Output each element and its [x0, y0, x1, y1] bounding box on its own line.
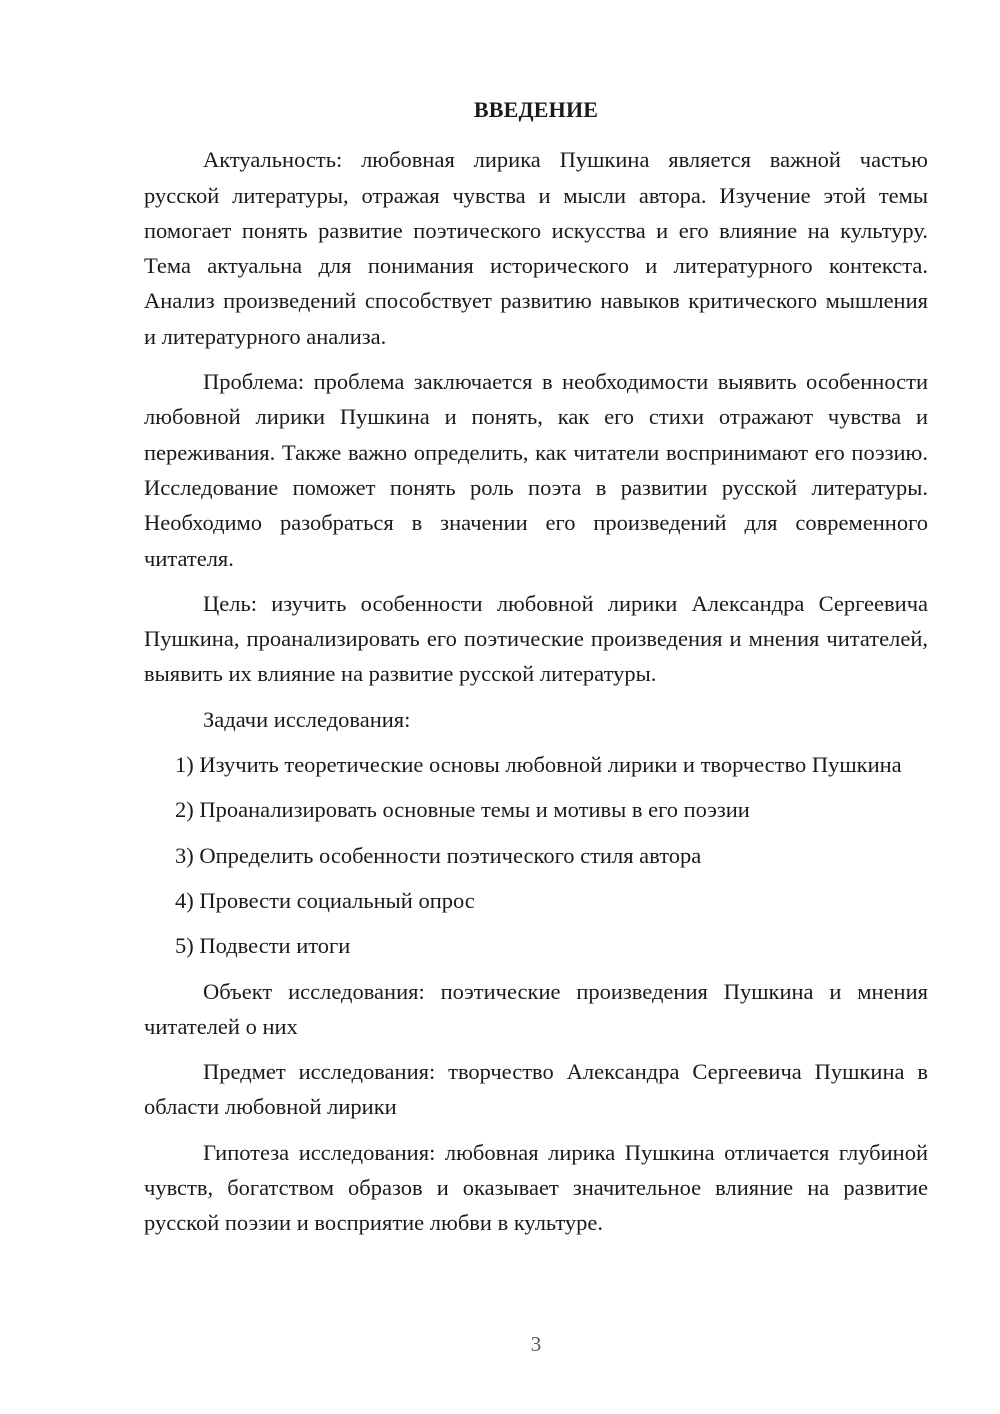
list-item: 1) Изучить теоретические основы любовной лирики и творчество Пушкина: [175, 752, 902, 778]
object-paragraph: Объект исследования: поэтические произведения Пушкина и мнения читателей о них: [144, 978, 928, 1039]
page-title: ВВЕДЕНИЕ: [473, 97, 599, 122]
hypothesis-paragraph: Гипотеза исследования: любовная лирика Пушкина отличается глубиной чувств, богатством образов и оказывает значительное влияние на развитие русской поэзии и восприятие любви в культуре.: [144, 1139, 928, 1236]
relevance-paragraph: Актуальность: любовная лирика Пушкина является важной частью русской литературы, отражая чувства и мысли автора. Изучение этой темы помогает понять развитие поэтического искусства и его влияние на культуру. Тема актуальна для понимания исторического и литературного контекста. Анализ произведений способствует развитию навыков критического мышления и литературного анализа.: [144, 147, 928, 349]
document-page: [144, 92, 928, 1251]
tasks-heading: Задачи исследования:: [203, 706, 411, 732]
tasks-list: [144, 747, 928, 963]
problem-paragraph: Проблема: проблема заключается в необходимости выявить особенности любовной лирики Пушкина и понять, как его стихи отражают чувства и переживания. Также важно определить, как читатели воспринимают его поэзию. Исследование поможет понять роль поэта в развитии русской литературы. Необходимо разобраться в значении его произведений для современного читателя.: [144, 369, 928, 571]
page-number: 3: [530, 1332, 542, 1356]
list-item: 2) Проанализировать основные темы и мотивы в его поэзии: [175, 797, 750, 823]
goal-paragraph: Цель: изучить особенности любовной лирики Александра Сергеевича Пушкина, проанализировать его поэтические произведения и мнения читателей, выявить их влияние на развитие русской литературы.: [144, 590, 928, 687]
list-item: 5) Подвести итоги: [175, 933, 351, 959]
subject-paragraph: Предмет исследования: творчество Александра Сергеевича Пушкина в области любовной лирики: [144, 1059, 928, 1120]
list-item: 3) Определить особенности поэтического стиля автора: [175, 842, 702, 868]
list-item: 4) Провести социальный опрос: [175, 887, 475, 913]
